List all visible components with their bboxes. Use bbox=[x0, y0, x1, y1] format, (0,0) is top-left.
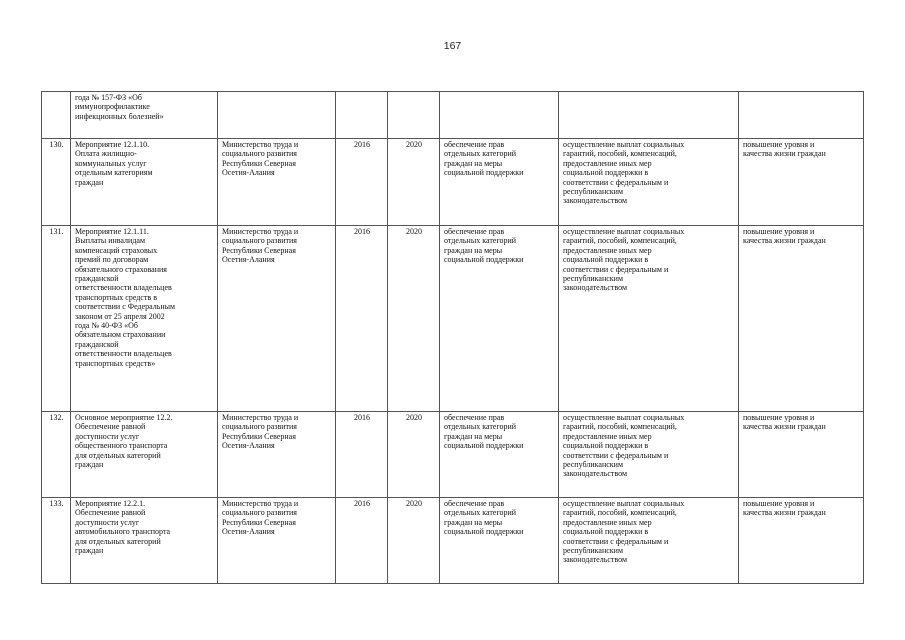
goal: обеспечение прав отдельных категорий граждан на меры социальной поддержки bbox=[440, 412, 559, 498]
executor: Министерство труда и социального развития Республики Северная Осетия-Алания bbox=[218, 226, 336, 412]
row-number: 130. bbox=[42, 139, 71, 226]
table-row bbox=[42, 92, 864, 139]
start-year: 2016 bbox=[336, 226, 388, 412]
row-number: 132. bbox=[42, 412, 71, 498]
expected-result: повышение уровня и качества жизни граждан bbox=[739, 226, 864, 412]
activity-name: года № 157-ФЗ «Об иммунопрофилактике инфекционных болезней» bbox=[71, 92, 218, 139]
activity-name: Мероприятие 12.1.11. Выплаты инвалидам компенсаций страховых премий по договорам обязательного страхования гражданской ответственности владельцев транспортных средств в соответствии с Федеральным законом от 25 апреля 2002 года № 40-ФЗ «Об обязательном страховании гражданской ответственности владельцев транспортных средств» bbox=[71, 226, 218, 412]
end-year: 2020 bbox=[388, 139, 440, 226]
content: осуществление выплат социальных гарантий, пособий, компенсаций, предоставление иных мер социальной поддержки в соответствии с федеральным и республиканским законодательством bbox=[559, 498, 739, 584]
goal: обеспечение прав отдельных категорий граждан на меры социальной поддержки bbox=[440, 139, 559, 226]
expected-result: повышение уровня и качества жизни граждан bbox=[739, 498, 864, 584]
end-year bbox=[388, 92, 440, 139]
activity-name: Основное мероприятие 12.2. Обеспечение равной доступности услуг общественного транспорта для отдельных категорий граждан bbox=[71, 412, 218, 498]
goal bbox=[440, 92, 559, 139]
start-year: 2016 bbox=[336, 412, 388, 498]
expected-result bbox=[739, 92, 864, 139]
goal: обеспечение прав отдельных категорий граждан на меры социальной поддержки bbox=[440, 226, 559, 412]
table-row bbox=[42, 498, 864, 584]
activity-name: Мероприятие 12.2.1. Обеспечение равной доступности услуг автомобильного транспорта для отдельных категорий граждан bbox=[71, 498, 218, 584]
row-number: 131. bbox=[42, 226, 71, 412]
start-year: 2016 bbox=[336, 139, 388, 226]
content: осуществление выплат социальных гарантий, пособий, компенсаций, предоставление иных мер социальной поддержки в соответствии с федеральным и республиканским законодательством bbox=[559, 226, 739, 412]
executor: Министерство труда и социального развития Республики Северная Осетия-Алания bbox=[218, 412, 336, 498]
content: осуществление выплат социальных гарантий, пособий, компенсаций, предоставление иных мер социальной поддержки в соответствии с федеральным и республиканским законодательством bbox=[559, 139, 739, 226]
table-row bbox=[42, 226, 864, 412]
start-year: 2016 bbox=[336, 498, 388, 584]
goal: обеспечение прав отдельных категорий граждан на меры социальной поддержки bbox=[440, 498, 559, 584]
expected-result: повышение уровня и качества жизни граждан bbox=[739, 139, 864, 226]
row-number bbox=[42, 92, 71, 139]
table-row bbox=[42, 139, 864, 226]
program-activities-table bbox=[41, 91, 864, 584]
activity-name: Мероприятие 12.1.10. Оплата жилищно- коммунальных услуг отдельным категориям граждан bbox=[71, 139, 218, 226]
row-number: 133. bbox=[42, 498, 71, 584]
content: осуществление выплат социальных гарантий, пособий, компенсаций, предоставление иных мер социальной поддержки в соответствии с федеральным и республиканским законодательством bbox=[559, 412, 739, 498]
executor: Министерство труда и социального развития Республики Северная Осетия-Алания bbox=[218, 498, 336, 584]
end-year: 2020 bbox=[388, 226, 440, 412]
end-year: 2020 bbox=[388, 412, 440, 498]
start-year bbox=[336, 92, 388, 139]
table-row bbox=[42, 412, 864, 498]
executor bbox=[218, 92, 336, 139]
page-number: 167 bbox=[443, 40, 462, 52]
executor: Министерство труда и социального развития Республики Северная Осетия-Алания bbox=[218, 139, 336, 226]
end-year: 2020 bbox=[388, 498, 440, 584]
expected-result: повышение уровня и качества жизни граждан bbox=[739, 412, 864, 498]
content bbox=[559, 92, 739, 139]
